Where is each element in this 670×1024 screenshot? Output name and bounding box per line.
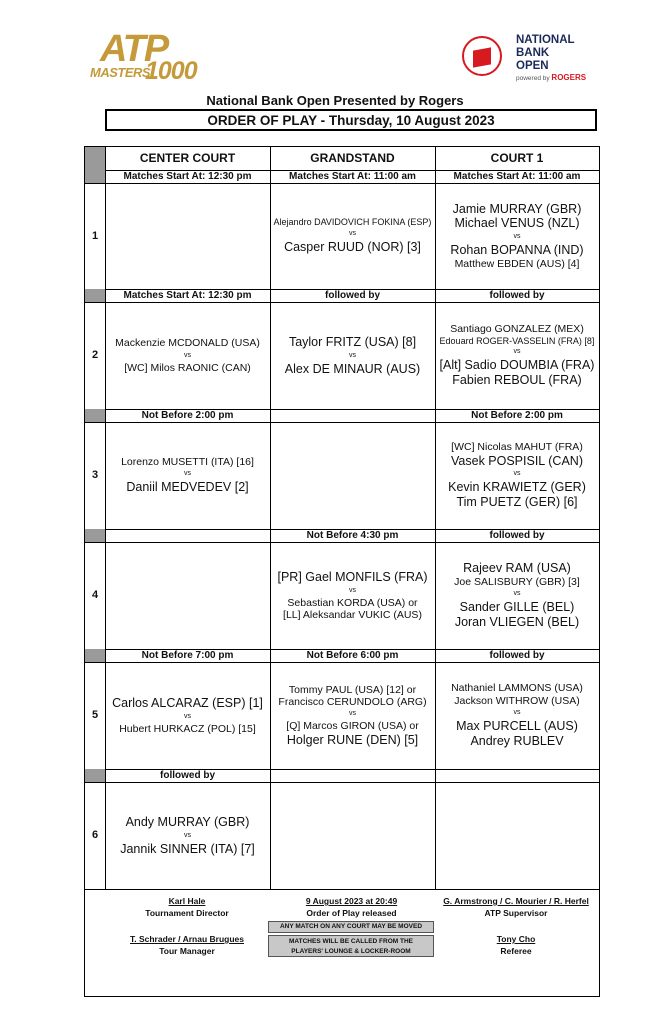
- atp-masters-1000-logo: [90, 28, 220, 84]
- nbo-logo-line1: NATIONAL: [516, 34, 575, 46]
- match-cell: [105, 662, 270, 769]
- versus-label: vs: [513, 348, 521, 356]
- referee-role: Referee: [500, 946, 532, 956]
- order-of-play-grid: [84, 146, 600, 997]
- player-name: [WC] Nicolas MAHUT (FRA): [451, 441, 583, 454]
- player-name: Francisco CERUNDOLO (ARG): [278, 695, 427, 708]
- page-title: National Bank Open Presented by Rogers: [206, 93, 464, 108]
- player-name: Alejandro DAVIDOVICH FOKINA (ESP): [273, 217, 432, 228]
- player-name: Mackenzie MCDONALD (USA): [115, 337, 260, 350]
- player-name: Joran VLIEGEN (BEL): [454, 615, 580, 630]
- grid-line: [270, 147, 271, 889]
- versus-label: vs: [349, 229, 356, 237]
- supervisor-role: ATP Supervisor: [484, 908, 548, 918]
- match-start-time: followed by: [489, 530, 545, 541]
- match-cell: [435, 302, 599, 409]
- player-name: [Alt] Sadio DOUMBIA (FRA): [439, 358, 595, 373]
- versus-label: vs: [513, 470, 521, 478]
- versus-label: vs: [513, 233, 521, 241]
- grid-line: [105, 147, 106, 889]
- nbo-logo-line3: OPEN: [516, 60, 549, 72]
- player-name: Alex DE MINAUR (AUS): [284, 361, 421, 376]
- versus-label: vs: [184, 351, 191, 359]
- row-marker-cell: [85, 529, 105, 542]
- match-row-number: 6: [91, 829, 99, 841]
- player-name: Jackson WITHROW (USA): [454, 694, 580, 707]
- player-name: Rajeev RAM (USA): [463, 561, 571, 576]
- national-bank-open-logo: [462, 34, 592, 86]
- match-cell: [270, 662, 435, 769]
- match-cell: [105, 782, 270, 889]
- manager-names: T. Schrader / Arnau Brugues: [130, 934, 244, 944]
- player-name: Tommy PAUL (USA) [12] or: [288, 683, 417, 696]
- versus-label: vs: [513, 709, 521, 717]
- match-row-number: 3: [91, 469, 99, 481]
- player-name: Carlos ALCARAZ (ESP) [1]: [112, 695, 263, 710]
- row-marker-cell: [85, 409, 105, 422]
- match-row-number: 1: [91, 230, 99, 242]
- match-cell: [270, 302, 435, 409]
- player-name: Jamie MURRAY (GBR): [452, 201, 582, 216]
- row-marker-cell: [85, 170, 105, 183]
- player-name: Jannik SINNER (ITA) [7]: [120, 841, 255, 856]
- match-cell: [270, 183, 435, 289]
- versus-label: vs: [184, 470, 191, 478]
- player-name: Michael VENUS (NZL): [454, 216, 580, 231]
- match-cell: [435, 542, 599, 649]
- player-name: Daniil MEDVEDEV [2]: [126, 480, 249, 495]
- match-cell: [105, 542, 270, 649]
- row-marker-cell: [85, 289, 105, 302]
- director-role: Tournament Director: [145, 908, 229, 918]
- match-cell: [435, 662, 599, 769]
- player-name: Matthew EBDEN (AUS) [4]: [454, 257, 580, 270]
- match-start-time: Not Before 7:00 pm: [141, 650, 234, 661]
- court-header: CENTER COURT: [139, 151, 236, 165]
- match-cell: [105, 183, 270, 289]
- versus-label: vs: [349, 586, 356, 594]
- match-cell: [270, 542, 435, 649]
- player-name: Fabien REBOUL (FRA): [452, 372, 582, 387]
- player-name: Vasek POSPISIL (CAN): [451, 453, 583, 468]
- atp-logo-1000: 1000: [145, 57, 197, 85]
- match-start-time: Matches Start At: 11:00 am: [289, 171, 416, 182]
- match-start-time: followed by: [489, 650, 545, 661]
- player-name: Taylor FRITZ (USA) [8]: [288, 334, 417, 349]
- nbo-flag-icon: [462, 36, 502, 76]
- versus-label: vs: [349, 351, 356, 359]
- court-header: GRANDSTAND: [310, 151, 395, 165]
- nbo-sponsor: ROGERS: [551, 73, 587, 82]
- match-cell: [105, 302, 270, 409]
- match-start-time: Matches Start At: 12:30 pm: [123, 290, 252, 301]
- versus-label: vs: [349, 710, 356, 718]
- player-name: [LL] Aleksandar VUKIC (AUS): [283, 608, 422, 621]
- supervisor-names: G. Armstrong / C. Mourier / R. Herfel: [443, 896, 589, 906]
- match-start-time: followed by: [325, 290, 380, 301]
- director-name: Karl Hale: [168, 896, 206, 906]
- row-marker-cell: [85, 649, 105, 662]
- match-start-time: Not Before 4:30 pm: [306, 530, 399, 541]
- match-cell: [270, 422, 435, 529]
- nbo-powered: powered by: [516, 75, 550, 82]
- player-name: Joe SALISBURY (GBR) [3]: [454, 575, 580, 588]
- player-name: Rohan BOPANNA (IND): [450, 243, 584, 258]
- notice-called-from-lounge: MATCHES WILL BE CALLED FROM THE PLAYERS' LOUNGE & LOCKER-ROOM: [268, 935, 434, 957]
- match-cell: [105, 422, 270, 529]
- match-start-time: followed by: [160, 770, 215, 781]
- player-name: [PR] Gael MONFILS (FRA): [277, 569, 428, 584]
- player-name: Santiago GONZALEZ (MEX): [450, 323, 584, 336]
- match-row-number: 2: [91, 349, 99, 361]
- player-name: Casper RUUD (NOR) [3]: [284, 239, 421, 254]
- atp-logo-masters: MASTERS: [90, 65, 151, 80]
- notice-matches-moved: ANY MATCH ON ANY COURT MAY BE MOVED: [268, 921, 434, 933]
- court-header: COURT 1: [490, 151, 544, 165]
- player-name: Sander GILLE (BEL): [459, 600, 575, 615]
- match-row-number: 4: [91, 589, 99, 601]
- released-date: 9 August 2023 at 20:49: [305, 896, 398, 906]
- released-label: Order of Play released: [306, 908, 397, 918]
- player-name: Tim PUETZ (GER) [6]: [456, 495, 578, 510]
- match-start-time: Matches Start At: 12:30 pm: [123, 171, 252, 182]
- player-name: Max PURCELL (AUS): [456, 719, 578, 734]
- match-start-time: Not Before 6:00 pm: [306, 650, 399, 661]
- match-cell: [270, 782, 435, 889]
- manager-role: Tour Manager: [159, 946, 215, 956]
- player-name: Nathaniel LAMMONS (USA): [451, 682, 583, 695]
- versus-label: vs: [184, 831, 191, 839]
- match-cell: [435, 183, 599, 289]
- grid-line: [435, 147, 436, 889]
- match-cell: [435, 782, 599, 889]
- match-start-time: followed by: [489, 290, 545, 301]
- match-row-number: 5: [91, 709, 99, 721]
- grid-line: [85, 889, 599, 890]
- player-name: Andy MURRAY (GBR): [125, 814, 250, 829]
- order-of-play-subtitle: ORDER OF PLAY - Thursday, 10 August 2023: [105, 109, 597, 131]
- player-name: Andrey RUBLEV: [470, 733, 564, 748]
- player-name: Lorenzo MUSETTI (ITA) [16]: [121, 455, 254, 468]
- atp-logo-word: ATP: [100, 28, 168, 70]
- player-name: Kevin KRAWIETZ (GER): [448, 480, 586, 495]
- header-corner-cell: [85, 147, 105, 170]
- match-start-time: Matches Start At: 11:00 am: [453, 171, 581, 182]
- player-name: [Q] Marcos GIRON (USA) or: [286, 720, 419, 733]
- player-name: Holger RUNE (DEN) [5]: [286, 732, 419, 747]
- nbo-logo-line2: BANK: [516, 47, 550, 59]
- player-name: Hubert HURKACZ (POL) [15]: [119, 722, 256, 735]
- match-start-time: Not Before 2:00 pm: [141, 410, 234, 421]
- player-name: [WC] Milos RAONIC (CAN): [124, 361, 251, 374]
- referee-name: Tony Cho: [496, 934, 536, 944]
- player-name: Edouard ROGER-VASSELIN (FRA) [8]: [439, 335, 595, 346]
- match-start-time: Not Before 2:00 pm: [471, 410, 563, 421]
- versus-label: vs: [513, 590, 521, 598]
- row-marker-cell: [85, 769, 105, 782]
- match-cell: [435, 422, 599, 529]
- player-name: Sebastian KORDA (USA) or: [287, 596, 418, 609]
- versus-label: vs: [184, 712, 191, 720]
